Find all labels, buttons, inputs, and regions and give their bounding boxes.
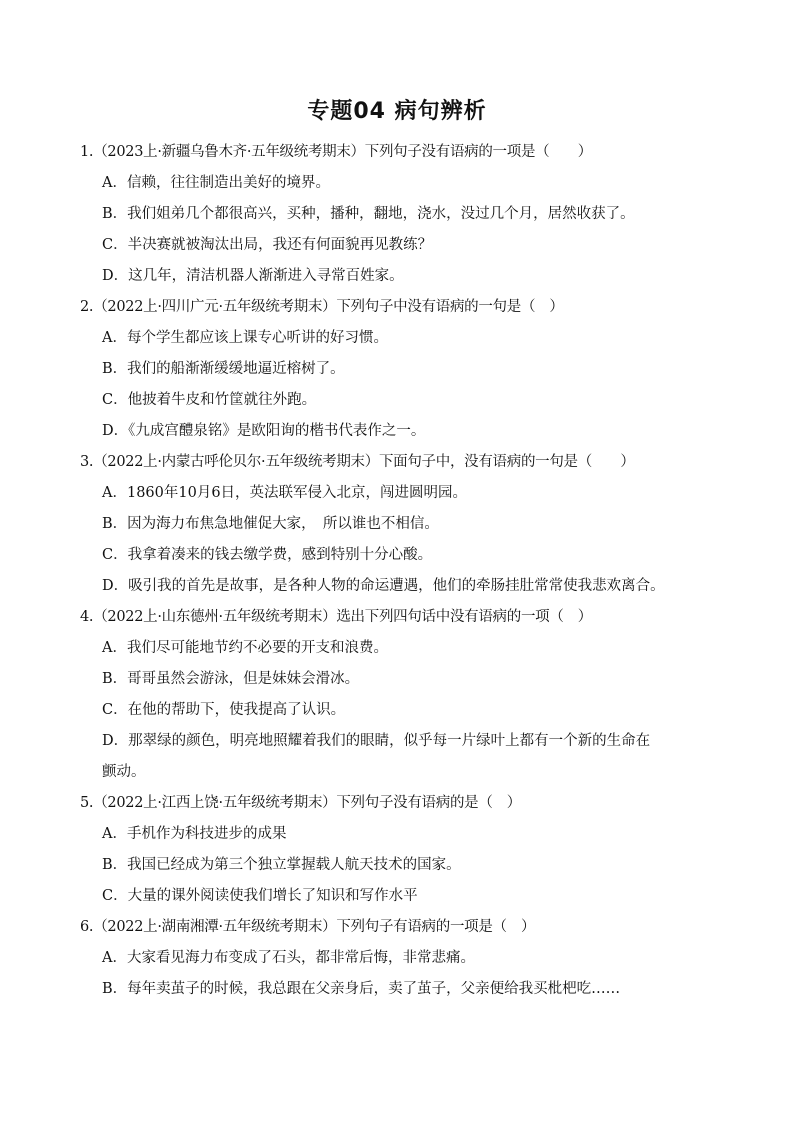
question-list (80, 137, 720, 1005)
option-c: C．半决赛就被淘汰出局，我还有何面貌再见教练？ (102, 237, 433, 253)
option-b: B．哥哥虽然会游泳，但是妹妹会滑冰。 (102, 671, 360, 687)
question-2 (80, 292, 720, 447)
question-stem: 3.（2022上·内蒙古呼伦贝尔·五年级统考期末）下面句子中，没有语病的一句是（ ） (80, 454, 635, 470)
option-b: B．我们姐弟几个都很高兴，买种，播种，翻地，浇水，没过几个月，居然收获了。 (102, 206, 635, 222)
question-stem: 6.（2022上·湖南湘潭·五年级统考期末）下列句子有语病的一项是（ ） (80, 919, 536, 935)
option-a: A．每个学生都应该上课专心听讲的好习惯。 (102, 330, 388, 346)
question-stem: 4.（2022上·山东德州·五年级统考期末）选出下列四句话中没有语病的一项（ ） (80, 609, 592, 625)
page-title: 专题04 病句辨析 (307, 99, 487, 124)
question-3 (80, 447, 720, 602)
option-a: A．我们尽可能地节约不必要的开支和浪费。 (102, 640, 388, 656)
option-d: D．吸引我的首先是故事，是各种人物的命运遭遇，他们的牵肠挂肚常常使我悲欢离合。 (102, 578, 665, 594)
question-6 (80, 912, 720, 1005)
option-c: C．他披着牛皮和竹筐就往外跑。 (102, 392, 317, 408)
option-a: A．手机作为科技进步的成果 (102, 826, 287, 842)
option-a: A．大家看见海力布变成了石头，都非常后悔，非常悲痛。 (102, 950, 475, 966)
option-c: C．我拿着凑来的钱去缴学费，感到特别十分心酸。 (102, 547, 433, 563)
option-c: C．大量的课外阅读使我们增长了知识和写作水平 (102, 888, 418, 904)
option-b: B．我国已经成为第三个独立掌握载人航天技术的国家。 (102, 857, 461, 873)
question-1 (80, 137, 720, 292)
question-stem: 2.（2022上·四川广元·五年级统考期末）下列句子中没有语病的一句是（ ） (80, 299, 564, 315)
option-a: A．信赖，往往制造出美好的境界。 (102, 175, 330, 191)
question-4 (80, 602, 720, 788)
option-a: A．1860年10月6日，英法联军侵入北京，闯进圆明园。 (102, 485, 468, 501)
option-b: B．因为海力布焦急地催促大家， 所以谁也不相信。 (102, 516, 439, 532)
option-b: B．每年卖茧子的时候，我总跟在父亲身后，卖了茧子，父亲便给我买枇杷吃…… (102, 981, 621, 997)
option-d-line-1: D．那翠绿的颜色，明亮地照耀着我们的眼睛，似乎每一片绿叶上都有一个新的生命在 (102, 733, 651, 749)
option-d: D．《九成宫醴泉铭》是欧阳询的楷书代表作之一。 (102, 423, 426, 439)
question-stem: 1.（2023上·新疆乌鲁木齐·五年级统考期末）下列句子没有语病的一项是（ ） (80, 144, 592, 160)
option-c: C．在他的帮助下，使我提高了认识。 (102, 702, 346, 718)
option-d: D．这几年，清洁机器人渐渐进入寻常百姓家。 (102, 268, 404, 284)
question-stem: 5.（2022上·江西上饶·五年级统考期末）下列句子没有语病的是（ ） (80, 795, 521, 811)
option-b: B．我们的船渐渐缓缓地逼近榕树了。 (102, 361, 345, 377)
question-5 (80, 788, 720, 912)
option-d-line-2: 颤动。 (102, 764, 146, 780)
